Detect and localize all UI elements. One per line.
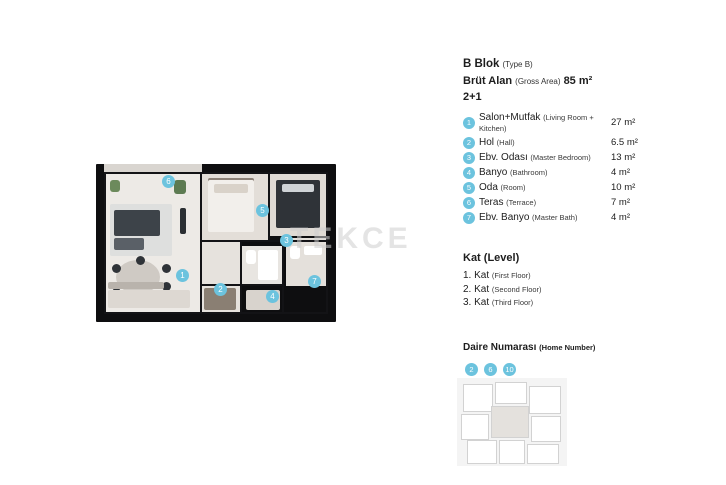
master-bed-pillows — [282, 184, 314, 192]
watermark: TEKCE — [290, 222, 412, 255]
level-section — [463, 252, 703, 311]
wall — [104, 172, 328, 174]
level-item-tr: 2. Kat — [463, 283, 490, 295]
room-badge-2: 2 — [463, 137, 475, 149]
plan-badge-5: 5 — [256, 204, 269, 217]
home-number-title-tr: Daire Numarası — [463, 342, 537, 353]
floor-plan — [96, 164, 336, 322]
wall — [104, 172, 106, 314]
room-name: Ebv. Odası — [479, 152, 528, 163]
room-badge-5: 5 — [463, 182, 475, 194]
plan-badge-2: 2 — [214, 283, 227, 296]
home-number-title — [463, 342, 703, 353]
dining-chair — [136, 256, 145, 265]
level-item — [463, 284, 703, 295]
key-plan-unit — [463, 384, 493, 412]
room-area: 4 m² — [611, 167, 630, 178]
block-name-en: (Type B) — [502, 60, 533, 69]
level-item-tr: 3. Kat — [463, 297, 490, 308]
room-area: 27 m² — [611, 117, 636, 128]
key-plan-unit — [529, 386, 561, 414]
table-row — [463, 135, 663, 150]
key-plan-unit — [467, 440, 497, 464]
plant — [110, 180, 120, 192]
block-name: B Blok — [463, 58, 500, 70]
room-area: 10 m² — [611, 182, 636, 193]
dining-chair — [162, 264, 171, 273]
wall — [240, 242, 242, 314]
table-row — [463, 150, 663, 165]
plan-badge-4: 4 — [266, 290, 279, 303]
room-name-en: (Living Room + Kitchen) — [479, 112, 594, 133]
wall — [104, 312, 328, 314]
block-title — [463, 58, 703, 70]
home-number-badge-3: 10 — [503, 363, 516, 376]
room-badge-6: 6 — [463, 197, 475, 209]
dining-chair — [112, 264, 121, 273]
room-name-en: (Master Bedroom) — [530, 153, 591, 162]
armchair — [114, 238, 144, 250]
table-row — [463, 110, 663, 135]
room-name-cell — [479, 110, 611, 135]
wall — [200, 240, 328, 242]
room-list — [463, 110, 663, 225]
bed-pillows — [214, 184, 248, 193]
gross-area-label-en: (Gross Area) — [515, 77, 561, 86]
wall — [282, 242, 284, 314]
key-plan-unit — [461, 414, 489, 440]
key-plan-unit — [495, 382, 527, 404]
gross-area-label: Brüt Alan — [463, 75, 513, 87]
key-plan-unit — [527, 444, 559, 464]
room-name-cell — [479, 135, 611, 150]
room-name-en: (Hall) — [496, 138, 515, 147]
room-name-cell — [479, 150, 611, 165]
level-item — [463, 270, 703, 281]
plan-badge-1: 1 — [176, 269, 189, 282]
level-item — [463, 297, 703, 308]
wall — [326, 172, 328, 314]
room-index — [463, 135, 479, 150]
room-index — [463, 150, 479, 165]
level-item-en: (First Floor) — [491, 271, 531, 280]
kitchen-counter — [108, 282, 164, 289]
table-row — [463, 210, 663, 225]
room-index — [463, 165, 479, 180]
key-plan-unit — [499, 440, 525, 464]
room-name-cell — [479, 180, 611, 195]
room-name: Oda — [479, 182, 498, 193]
bathtub — [258, 250, 278, 280]
room-area: 4 m² — [611, 212, 630, 223]
room-name-cell — [479, 210, 611, 225]
room-name-en: (Room) — [500, 183, 526, 192]
home-number-badge-1: 2 — [465, 363, 478, 376]
room-name: Banyo — [479, 167, 508, 178]
room-name-en: (Bathroom) — [510, 168, 548, 177]
wall — [200, 172, 202, 314]
home-number-badge-2: 6 — [484, 363, 497, 376]
wall — [268, 172, 270, 240]
room-area: 6.5 m² — [611, 137, 638, 148]
level-title: Kat (Level) — [463, 252, 520, 264]
table-row — [463, 195, 663, 210]
master-toilet — [290, 246, 300, 259]
level-item-en: (Third Floor) — [491, 298, 534, 307]
master-sink — [304, 246, 322, 255]
plan-badge-7: 7 — [308, 275, 321, 288]
table-row — [463, 165, 663, 180]
room-name: Teras — [479, 197, 504, 208]
room-badge-7: 7 — [463, 212, 475, 224]
room-name-en: (Master Bath) — [532, 213, 578, 222]
wall — [200, 284, 284, 286]
room-name: Ebv. Banyo — [479, 212, 530, 223]
layout-type: 2+1 — [463, 91, 482, 103]
room-badge-4: 4 — [463, 167, 475, 179]
gross-area-row — [463, 75, 703, 87]
room-index — [463, 195, 479, 210]
home-number-title-en: (Home Number) — [539, 343, 596, 352]
gross-area-value: 85 m² — [563, 75, 593, 87]
toilet — [246, 250, 256, 264]
home-number-badges — [463, 363, 703, 376]
room-name: Hol — [479, 137, 495, 148]
plan-badge-3: 3 — [280, 234, 293, 247]
table-row — [463, 180, 663, 195]
room-name-en: (Terrace) — [506, 198, 537, 207]
tv-unit — [180, 208, 186, 234]
room-area: 7 m² — [611, 197, 630, 208]
info-panel — [463, 58, 703, 225]
kitchen-cabinets — [108, 290, 190, 308]
level-item-tr: 1. Kat — [463, 270, 490, 281]
home-number-section — [463, 342, 703, 382]
room-index — [463, 110, 479, 135]
plant — [174, 180, 186, 194]
room-badge-1: 1 — [463, 117, 475, 129]
room-name-cell — [479, 165, 611, 180]
room-area: 13 m² — [611, 152, 636, 163]
room-index — [463, 180, 479, 195]
key-plan-unit — [531, 416, 561, 442]
key-plan-unit-highlight — [491, 406, 529, 438]
key-plan — [457, 378, 567, 466]
plan-badge-6: 6 — [162, 175, 175, 188]
room-name: Salon+Mutfak — [479, 111, 541, 123]
room-name-cell — [479, 195, 611, 210]
room-index — [463, 210, 479, 225]
level-item-en: (Second Floor) — [491, 284, 542, 294]
sofa — [114, 210, 160, 236]
room-badge-3: 3 — [463, 152, 475, 164]
